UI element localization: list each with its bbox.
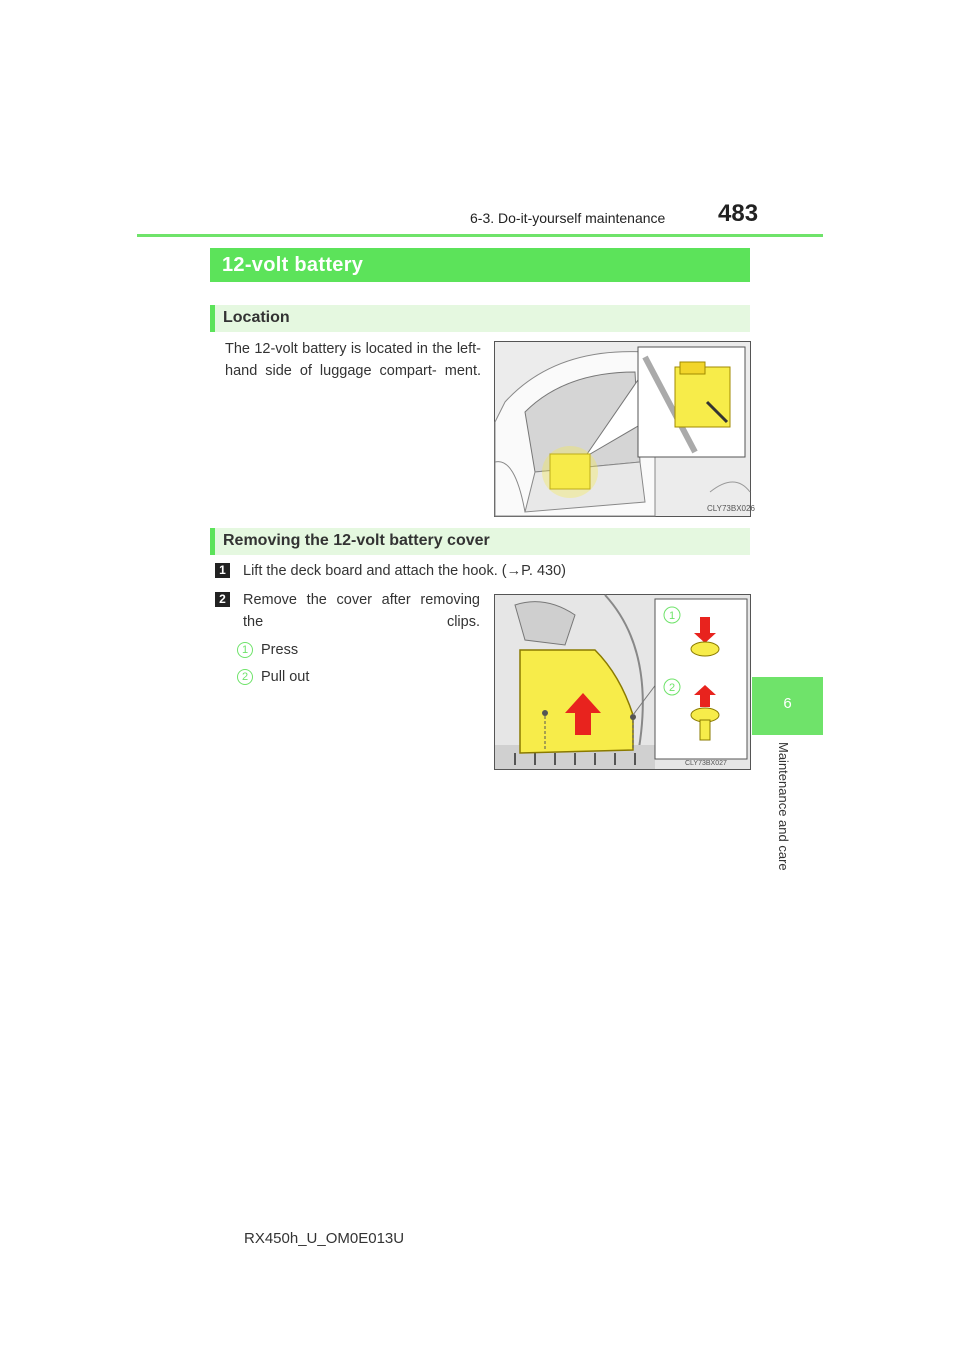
battery-location-illustration (495, 342, 755, 516)
removing-heading-bar (210, 528, 750, 555)
removing-heading: Removing the 12-volt battery cover (223, 532, 490, 549)
step-1-text: Lift the deck board and attach the hook. (→P. 430) (243, 563, 566, 579)
figure-callout-1: 1 (668, 610, 676, 622)
step-number-2: 2 (215, 592, 230, 607)
page-number: 483 (718, 200, 759, 227)
location-heading: Location (223, 309, 290, 326)
substep-number-1: 1 (237, 642, 253, 658)
chapter-tab-number: 6 (783, 695, 792, 712)
heading-marker (210, 305, 215, 332)
substep-number-2: 2 (237, 669, 253, 685)
battery-cover-illustration (495, 595, 750, 769)
battery-cover-figure (494, 594, 751, 770)
substep-2-text: Pull out (261, 669, 310, 685)
chapter-side-label-text: Maintenance and care (776, 742, 791, 871)
battery-location-figure (494, 341, 755, 517)
header-rule (137, 234, 823, 237)
header-section-title: 6-3. Do-it-yourself maintenance (470, 210, 666, 226)
figure-callout-2: 2 (668, 682, 676, 694)
step-number-1: 1 (215, 563, 230, 578)
figure-code-cover: CLY73BX027 (685, 760, 727, 767)
heading-marker (210, 528, 215, 555)
section-title-bar (210, 248, 750, 282)
figure-code-location: CLY73BX026 (707, 504, 755, 513)
chapter-side-label (776, 742, 796, 902)
chapter-tab (752, 677, 823, 735)
location-text: The 12-volt battery is located in the left-hand side of luggage compart- ment. (225, 341, 481, 379)
substep-1-text: Press (261, 642, 299, 658)
section-title: 12-volt battery (222, 254, 364, 276)
step-2-text: Remove the cover after removing the clips. (243, 592, 480, 630)
manual-code: RX450h_U_OM0E013U (244, 1230, 405, 1247)
location-heading-bar (210, 305, 750, 332)
